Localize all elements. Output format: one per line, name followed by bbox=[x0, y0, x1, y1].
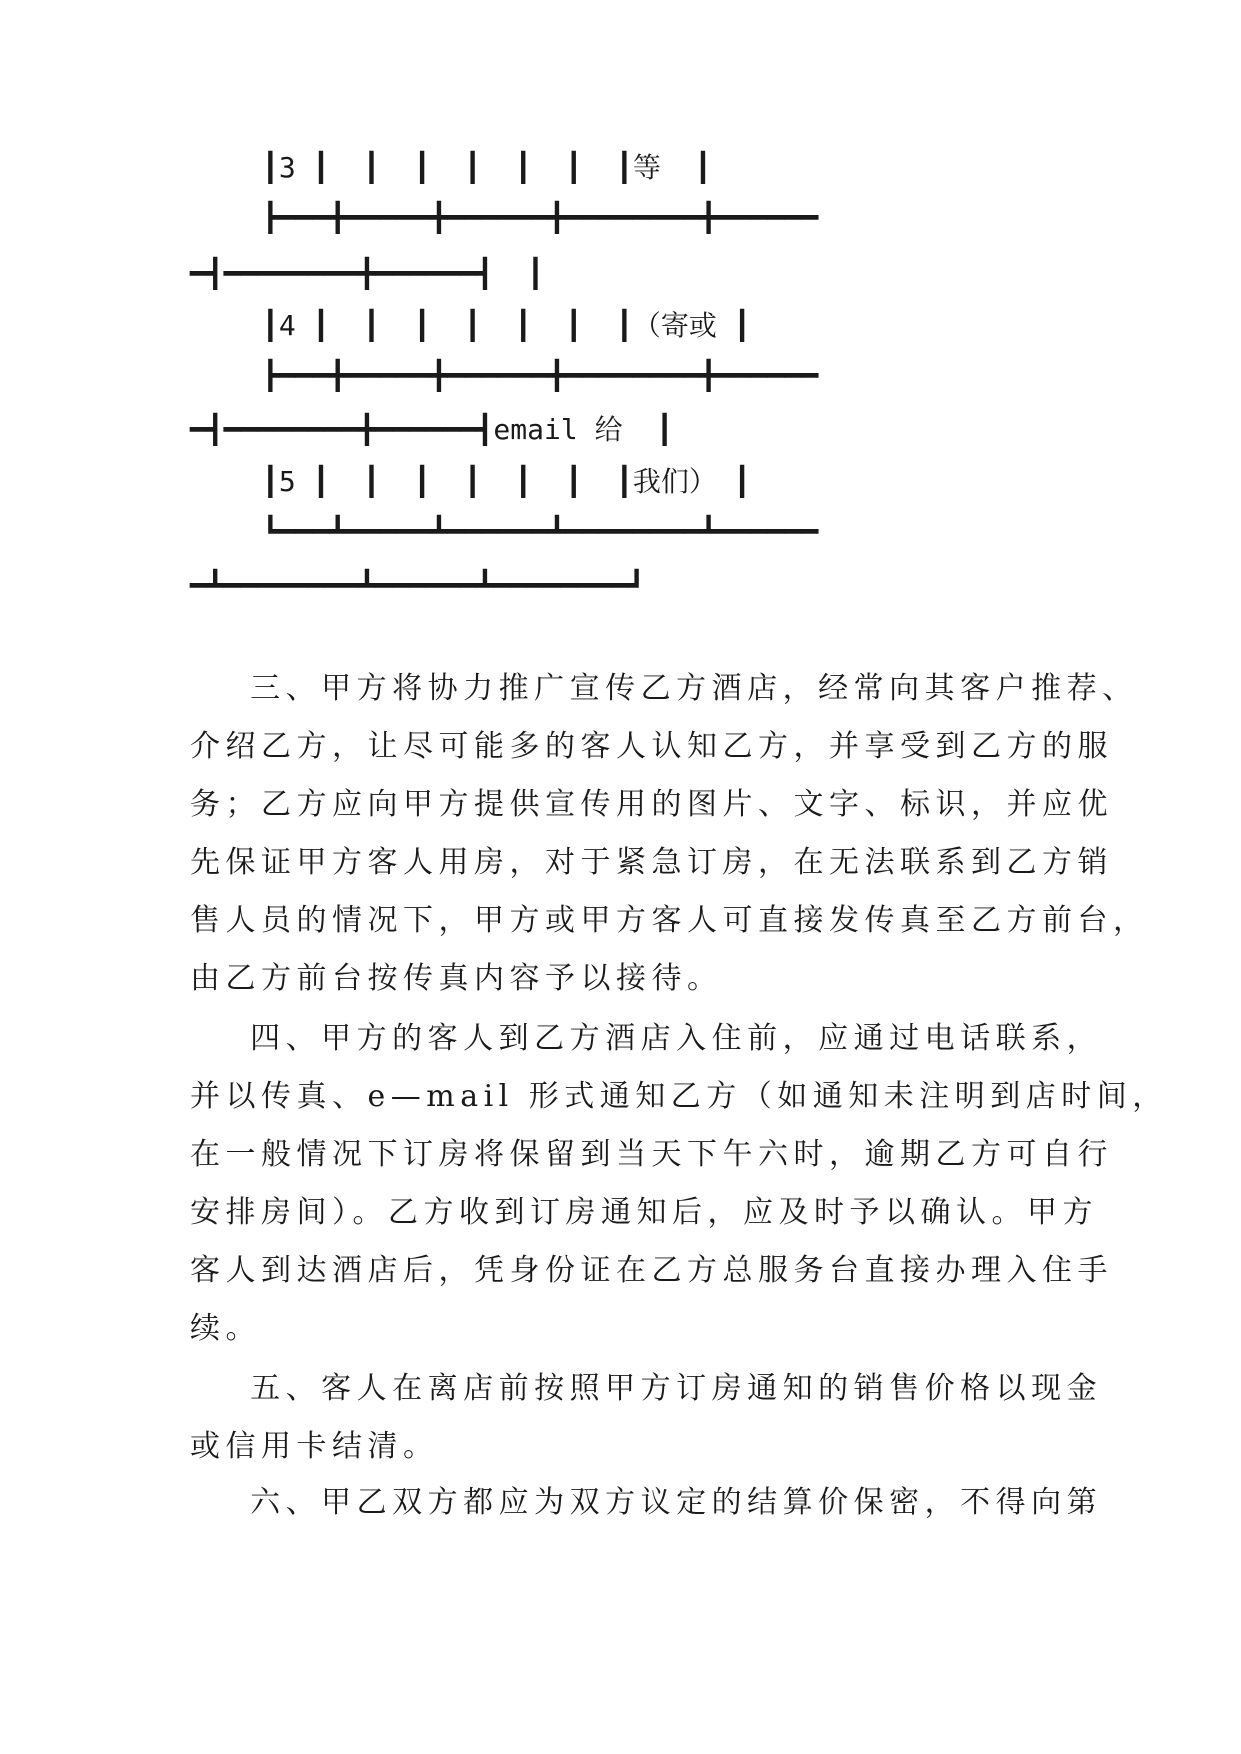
clause-three bbox=[190, 660, 1149, 1008]
paragraph-line: 并以传真、e—mail 形式通知乙方（如通知未注明到店时间， bbox=[190, 1079, 1168, 1114]
table-row-5: ┃5 ┃ ┃ ┃ ┃ ┃ ┃ ┃我们） ┃ bbox=[262, 465, 751, 498]
table-row-3: ┃3 ┃ ┃ ┃ ┃ ┃ ┃ ┃等 ┃ bbox=[262, 151, 712, 184]
table-separator: ┣━━━╋━━━━━╋━━━━━━╋━━━━━━━━╋━━━━━━ bbox=[262, 201, 819, 234]
clause-five bbox=[190, 1360, 1103, 1476]
paragraph-line: 售人员的情况下，甲方或甲方客人可直接发传真至乙方前台， bbox=[190, 903, 1149, 938]
clause-six bbox=[190, 1474, 1103, 1532]
paragraph-line: 或信用卡结清。 bbox=[190, 1429, 439, 1464]
paragraph-line: 介绍乙方，让尽可能多的客人认知乙方，并享受到乙方的服 bbox=[190, 729, 1113, 764]
paragraph-line: 务；乙方应向甲方提供宣传用的图片、文字、标识，并应优 bbox=[190, 787, 1113, 822]
paragraph-line: 在一般情况下订房将保留到当天下午六时，逾期乙方可自行 bbox=[190, 1137, 1113, 1172]
table-separator-continued: ━┫━━━━━━━━╋━━━━━━┫ ┃ bbox=[190, 257, 545, 290]
paragraph-line: 五、客人在离店前按照甲方订房通知的销售价格以现金 bbox=[190, 1371, 1103, 1406]
table-separator-continued: ━┫━━━━━━━━╋━━━━━━┫email 给 ┃ bbox=[190, 413, 674, 446]
table-separator: ┣━━━╋━━━━━╋━━━━━━╋━━━━━━━━╋━━━━━━ bbox=[262, 359, 819, 392]
paragraph-line: 由乙方前台按传真内容予以接待。 bbox=[190, 961, 723, 996]
table-row-4: ┃4 ┃ ┃ ┃ ┃ ┃ ┃ ┃（寄或 ┃ bbox=[262, 309, 751, 342]
paragraph-line: 客人到达酒店后，凭身份证在乙方总服务台直接办理入住手 bbox=[190, 1253, 1113, 1288]
paragraph-line: 六、甲乙双方都应为双方议定的结算价保密，不得向第 bbox=[190, 1485, 1103, 1520]
table-bottom-border: ┗━━━┻━━━━━┻━━━━━━┻━━━━━━━━┻━━━━━━ bbox=[262, 515, 819, 548]
paragraph-line: 安排房间）。乙方收到订房通知后，应及时予以确认。甲方 bbox=[190, 1195, 1098, 1230]
clause-four bbox=[190, 1010, 1168, 1358]
paragraph-line: 四、甲方的客人到乙方酒店入住前，应通过电话联系， bbox=[190, 1021, 1103, 1056]
paragraph-line: 先保证甲方客人用房，对于紧急订房，在无法联系到乙方销 bbox=[190, 845, 1113, 880]
table-bottom-border-continued: ━┻━━━━━━━━┻━━━━━━┻━━━━━━━━┛ bbox=[190, 569, 646, 602]
paragraph-line: 三、甲方将协力推广宣传乙方酒店，经常向其客户推荐、 bbox=[190, 671, 1138, 706]
paragraph-line: 续。 bbox=[190, 1311, 261, 1346]
